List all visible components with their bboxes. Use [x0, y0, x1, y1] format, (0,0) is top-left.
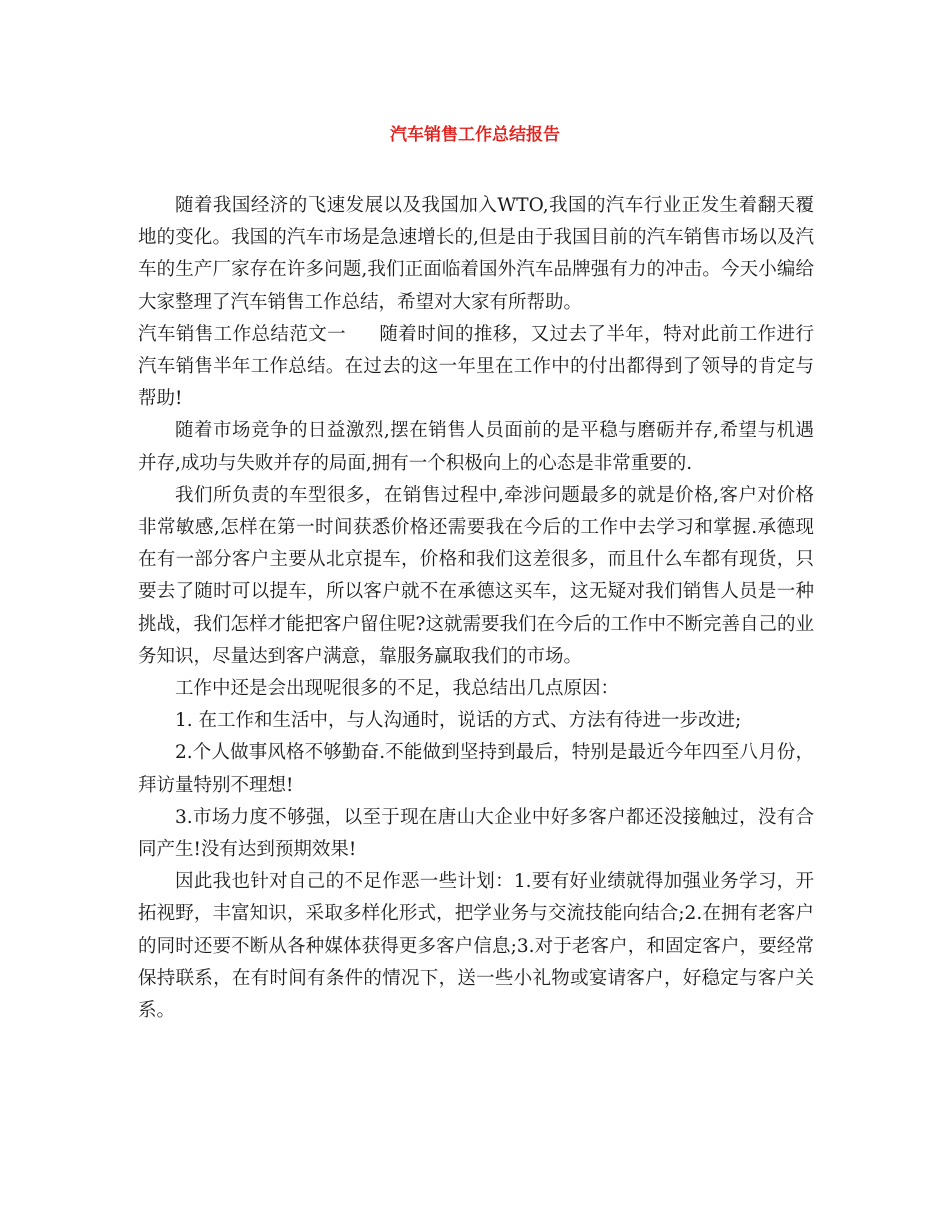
sample-heading: 汽车销售工作总结范文一	[138, 323, 347, 345]
sample-text: 随着时间的推移，又过去了半年，特对此前工作进行汽车销售半年工作总结。在过去的这一年里在工作中的付出都得到了领导的肯定与帮助!	[138, 323, 814, 410]
sample-paragraph	[138, 319, 814, 416]
shortcoming-item-1: 1. 在工作和生活中，与人沟通时，说话的方式、方法有待进一步改进;	[175, 710, 742, 732]
shortcoming-item-3: 3.市场力度不够强，以至于现在唐山大企业中好多客户都还没接触过，没有合同产生!没有达到预期效果!	[138, 806, 814, 861]
shortcomings-intro: 工作中还是会出现呢很多的不足，我总结出几点原因：	[175, 678, 620, 700]
pricing-paragraph: 我们所负责的车型很多，在销售过程中,牵涉问题最多的就是价格,客户对价格非常敏感,怎样在第一时间获悉价格还需要我在今后的工作中去学习和掌握.承德现在有一部分客户主要从北京提车，价格和我们这差很多，而且什么车都有现货，只要去了随时可以提车，所以客户就不在承德这买车，这无疑对我们销售人员是一种挑战，我们怎样才能把客户留住呢?这就需要我们在今后的工作中不断完善自己的业务知识，尽量达到客户满意，靠服务赢取我们的市场。	[138, 484, 814, 667]
plan-paragraph: 因此我也针对自己的不足作恶一些计划：1.要有好业绩就得加强业务学习，开拓视野，丰富知识，采取多样化形式，把学业务与交流技能向结合;2.在拥有老客户的同时还要不断从各种媒体获得更多客户信息;3.对于老客户，和固定客户，要经常保持联系，在有时间有条件的情况下，送一些小礼物或宴请客户，好稳定与客户关系。	[138, 871, 814, 1022]
document-body	[138, 190, 814, 1027]
shortcoming-item-2: 2.个人做事风格不够勤奋.不能做到坚持到最后，特别是最近今年四至八月份，拜访量特别不理想!	[138, 742, 814, 796]
competition-paragraph: 随着市场竞争的日益激烈,摆在销售人员面前的是平稳与磨砺并存,希望与机遇并存,成功与失败并存的局面,拥有一个积极向上的心态是非常重要的.	[138, 420, 814, 474]
document-title: 汽车销售工作总结报告	[390, 125, 560, 145]
intro-paragraph: 随着我国经济的飞速发展以及我国加入WTO,我国的汽车行业正发生着翻天覆地的变化。我国的汽车市场是急速增长的,但是由于我国目前的汽车销售市场以及汽车的生产厂家存在许多问题,我们正面临着国外汽车品牌强有力的冲击。今天小编给大家整理了汽车销售工作总结，希望对大家有所帮助。	[138, 195, 814, 313]
